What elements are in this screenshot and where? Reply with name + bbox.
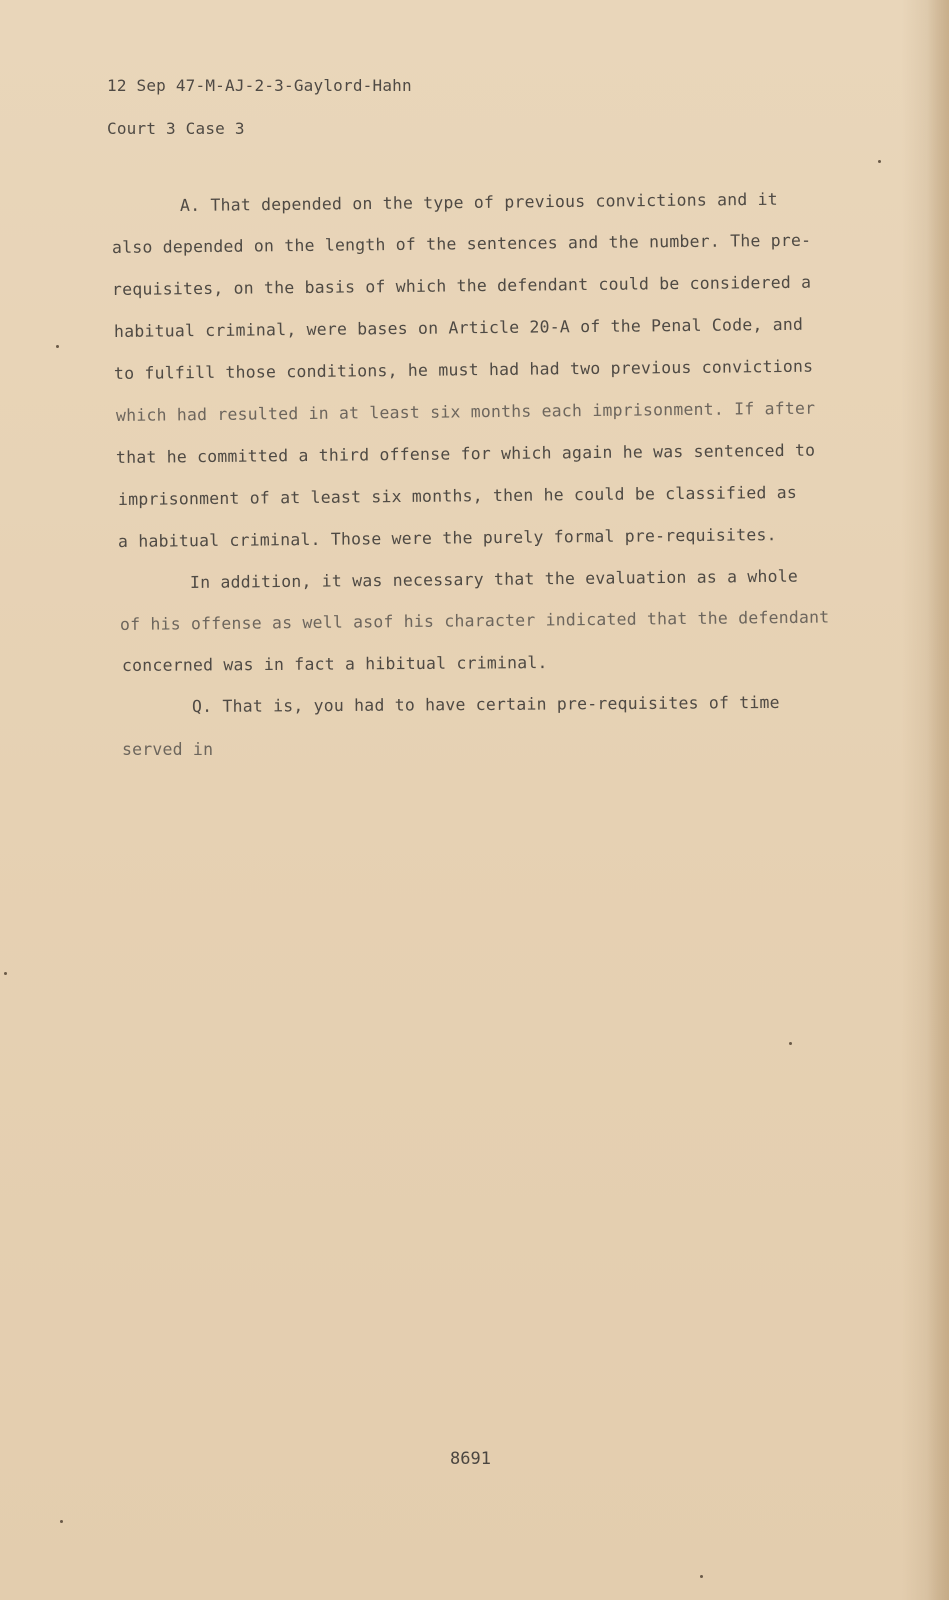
paper-speck: [56, 345, 59, 348]
paper-speck: [60, 1520, 63, 1523]
body-line: Q. That is, you had to have certain pre-requisites of time: [191, 692, 780, 716]
paper-speck: [789, 1042, 792, 1045]
body-line: a habitual criminal. Those were the purely formal pre-requisites.: [117, 525, 777, 551]
body-line: In addition, it was necessary that the evaluation as a whole: [189, 566, 799, 592]
paper-speck: [700, 1575, 703, 1578]
body-line: to fulfill those conditions, he must had had two previous convictions: [113, 356, 814, 383]
body-line: requisites, on the basis of which the defendant could be considered a: [111, 272, 812, 299]
body-line: also depended on the length of the sentences and the number. The pre-: [111, 230, 812, 257]
header-line-1: 12 Sep 47-M-AJ-2-3-Gaylord-Hahn: [107, 76, 412, 95]
body-line: that he committed a third offense for which again he was sentenced to: [115, 440, 816, 467]
body-line: A. That depended on the type of previous convictions and it: [179, 189, 778, 215]
body-line: concerned was in fact a hibitual criminal.: [121, 653, 548, 675]
body-line: of his offense as well asof his character indicated that the defendant: [119, 607, 830, 634]
body-line: served in: [122, 740, 214, 759]
body-line: imprisonment of at least six months, then he could be classified as: [117, 482, 798, 509]
body-line: which had resulted in at least six months each imprisonment. If after: [115, 398, 816, 425]
header-line-2: Court 3 Case 3: [107, 119, 245, 138]
paper-speck: [4, 972, 7, 975]
paper-speck: [878, 160, 881, 163]
page-number: 8691: [450, 1449, 491, 1469]
body-line: habitual criminal, were bases on Article 20-A of the Penal Code, and: [113, 314, 804, 341]
page-edge-shadow: [927, 0, 949, 1600]
